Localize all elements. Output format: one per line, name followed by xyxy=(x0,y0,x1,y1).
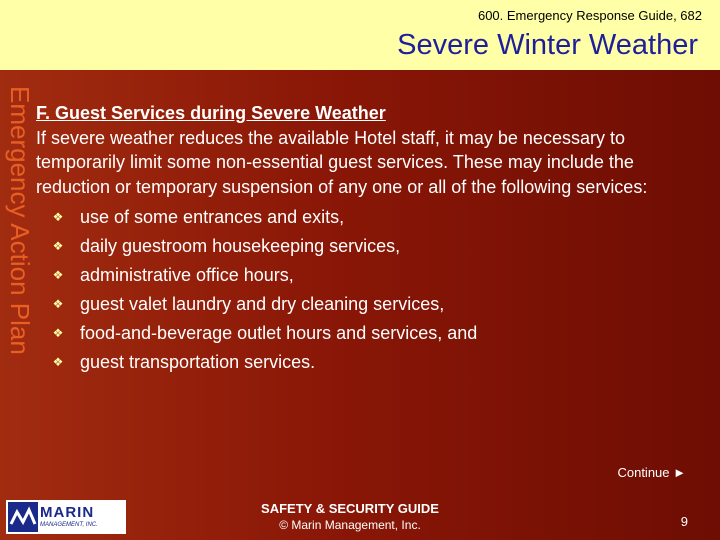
logo-name: MARIN xyxy=(40,504,95,521)
footer xyxy=(240,500,460,534)
logo-mark-icon xyxy=(8,502,38,532)
list-item-text: daily guestroom housekeeping services, xyxy=(80,236,401,257)
intro-paragraph: If severe weather reduces the available Hotel staff, it may be necessary to temporarily limit some non-essential guest services. These may include the reduction or temporary suspension of any one or all of the following services: xyxy=(36,127,648,197)
diamond-bullet-icon: ❖ xyxy=(52,239,64,254)
diamond-bullet-icon: ❖ xyxy=(52,268,64,283)
content-area xyxy=(36,101,686,377)
section-heading: F. Guest Services during Severe Weather xyxy=(36,103,386,123)
diamond-bullet-icon: ❖ xyxy=(52,326,64,341)
continue-link[interactable]: Continue ► xyxy=(617,465,686,480)
list-item-text: food-and-beverage outlet hours and services, and xyxy=(80,323,478,344)
footer-copyright: © Marin Management, Inc. xyxy=(279,518,421,532)
list-item xyxy=(36,261,686,290)
slide-header xyxy=(0,0,720,70)
list-item-text: guest transportation services. xyxy=(80,352,316,373)
diamond-bullet-icon: ❖ xyxy=(52,355,64,370)
diamond-bullet-icon: ❖ xyxy=(52,210,64,225)
list-item-text: use of some entrances and exits, xyxy=(80,207,345,228)
service-list xyxy=(36,203,686,377)
slide-title: Severe Winter Weather xyxy=(397,29,698,61)
list-item xyxy=(36,348,686,377)
company-logo xyxy=(6,500,126,534)
list-item-text: administrative office hours, xyxy=(80,265,294,286)
diamond-bullet-icon: ❖ xyxy=(52,297,64,312)
logo-subtitle: MANAGEMENT, INC. xyxy=(40,522,98,528)
page-number: 9 xyxy=(680,514,688,529)
list-item xyxy=(36,319,686,348)
list-item xyxy=(36,232,686,261)
list-item-text: guest valet laundry and dry cleaning services, xyxy=(80,294,445,315)
document-reference: 600. Emergency Response Guide, 682 xyxy=(477,8,702,23)
side-label: Emergency Action Plan xyxy=(5,86,35,355)
list-item xyxy=(36,290,686,319)
list-item xyxy=(36,203,686,232)
footer-title: SAFETY & SECURITY GUIDE xyxy=(261,501,439,516)
